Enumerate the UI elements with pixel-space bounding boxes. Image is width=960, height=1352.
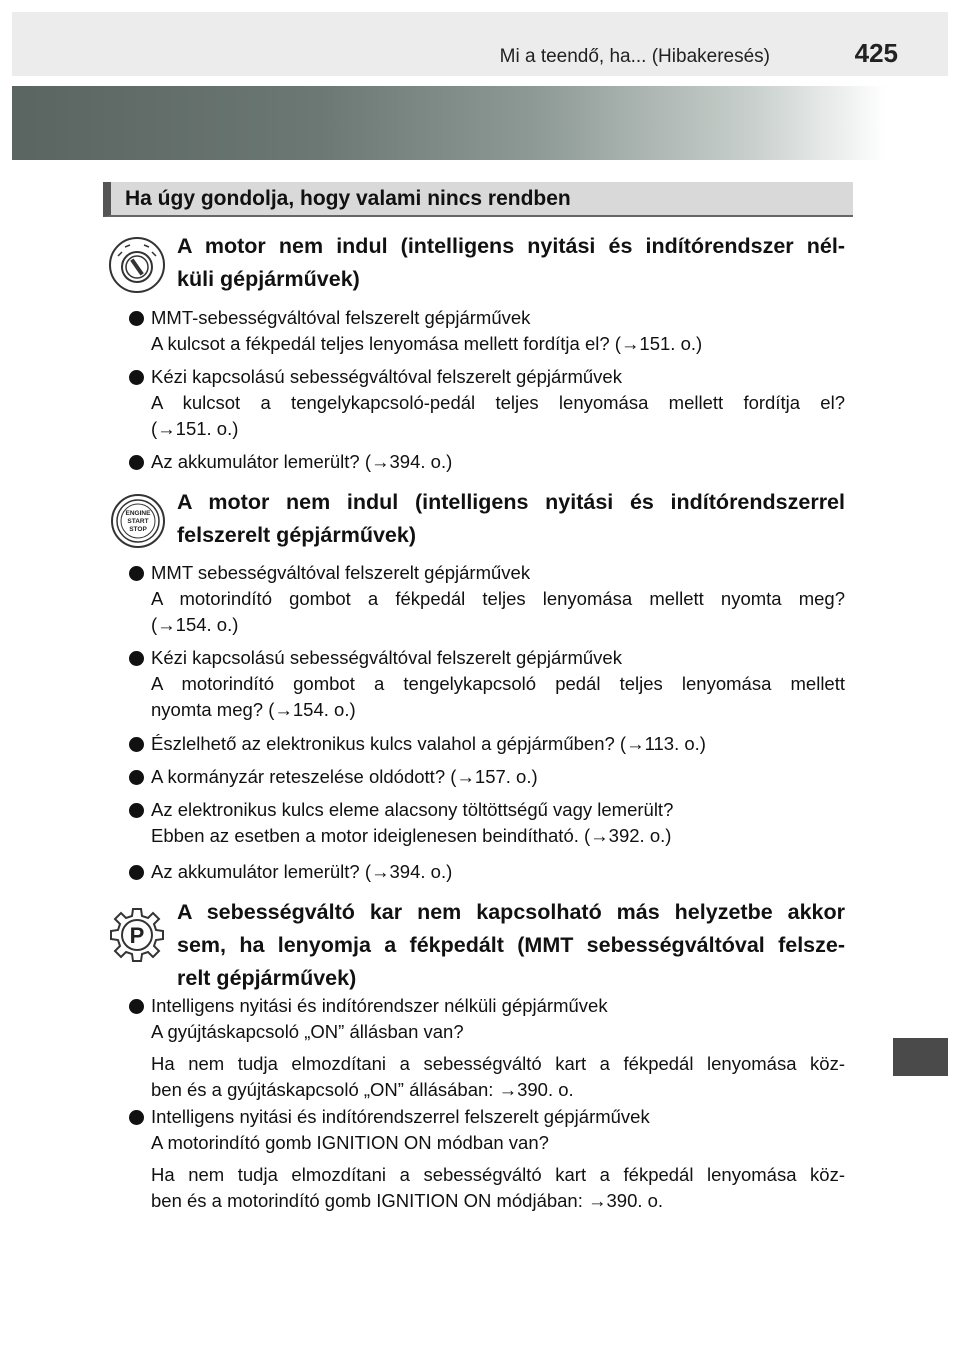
- item-text: MMT-sebességváltóval felszerelt gépjárművek: [151, 307, 531, 328]
- header-gradient-band: [12, 86, 886, 160]
- block-3-heading: [177, 896, 845, 995]
- item-text: A gyújtáskapcsoló „ON” állásban van?: [151, 1021, 464, 1042]
- item-text: A kulcsot a fékpedál teljes lenyomása mellett fordítja el? (→151. o.): [151, 333, 703, 354]
- block-1-heading-line-1: A motor nem indul (intelligens nyitási és indítórendszer nél-: [177, 234, 845, 258]
- item-text: Ha nem tudja elmozdítani a sebességváltó kart a fékpedál lenyomása köz-: [151, 1164, 845, 1185]
- icon-label-stop: STOP: [129, 526, 147, 533]
- block-2-heading-line-1: A motor nem indul (intelligens nyitási és indítórendszerrel: [177, 490, 845, 514]
- bullet-dot: [129, 311, 144, 326]
- item-text: ben és a motorindító gomb IGNITION ON módjában: →390. o.: [151, 1190, 664, 1211]
- bullet-dot: [129, 865, 144, 880]
- block-3-heading-line-1: A sebességváltó kar nem kapcsolható más helyzetbe akkor: [177, 900, 845, 924]
- item-text: Ebben az esetben a motor ideiglenesen beindítható. (→392. o.): [151, 825, 672, 846]
- block-1-heading: [177, 230, 845, 296]
- item-text: (→151. o.): [151, 418, 239, 439]
- block-3-heading-line-3: relt gépjárművek): [177, 966, 357, 990]
- page-number: 425: [854, 38, 898, 68]
- bullet-dot: [129, 999, 144, 1014]
- item-text: (→154. o.): [151, 614, 239, 635]
- item-text: Az elektronikus kulcs eleme alacsony töltöttségű vagy lemerült?: [151, 799, 674, 820]
- bullet-dot: [129, 370, 144, 385]
- chapter-tab: [893, 1038, 948, 1076]
- icon-label-start: START: [127, 518, 149, 525]
- item-text: A motorindító gombot a fékpedál teljes lenyomása mellett nyomta meg?: [151, 588, 845, 609]
- block-2-heading: [177, 486, 845, 552]
- block-3-heading-line-2: sem, ha lenyomja a fékpedált (MMT sebességváltóval felsze-: [177, 933, 845, 957]
- bullet-dot: [129, 455, 144, 470]
- item-text: MMT sebességváltóval felszerelt gépjárművek: [151, 562, 531, 583]
- item-text: A kormányzár reteszelése oldódott? (→157. o.): [151, 766, 538, 787]
- bullet-dot: [129, 1110, 144, 1125]
- item-text: ben és a gyújtáskapcsoló „ON” állásában: →390. o.: [151, 1079, 574, 1100]
- item-text: Az akkumulátor lemerült? (→394. o.): [151, 451, 453, 472]
- section-heading-text: Ha úgy gondolja, hogy valami nincs rendben: [125, 187, 571, 210]
- item-text: Az akkumulátor lemerült? (→394. o.): [151, 861, 453, 882]
- bullet-dot: [129, 770, 144, 785]
- header-strip: [12, 12, 948, 76]
- section-heading: [103, 182, 853, 217]
- block-1-heading-line-2: küli gépjárművek): [177, 267, 360, 291]
- engine-start-stop-button-icon: [110, 493, 166, 554]
- item-text: Észlelhető az elektronikus kulcs valahol a gépjárműben? (→113. o.): [151, 733, 706, 754]
- header-section-title: Mi a teendő, ha... (Hibakeresés): [499, 46, 770, 67]
- item-text: Intelligens nyitási és indítórendszer nélküli gépjárművek: [151, 995, 608, 1016]
- block-2-heading-line-2: felszerelt gépjárművek): [177, 523, 416, 547]
- item-text: A motorindító gombot a tengelykapcsoló pedál teljes lenyomása mellett: [151, 673, 845, 694]
- park-gear-icon-letter: P: [129, 923, 145, 948]
- bullet-dot: [129, 651, 144, 666]
- ignition-key-switch-icon: [108, 236, 166, 299]
- bullet-dot: [129, 566, 144, 581]
- item-text: Ha nem tudja elmozdítani a sebességváltó kart a fékpedál lenyomása köz-: [151, 1053, 845, 1074]
- bullet-dot: [129, 737, 144, 752]
- item-text: A motorindító gomb IGNITION ON módban van?: [151, 1132, 549, 1153]
- item-text: Kézi kapcsolású sebességváltóval felszerelt gépjárművek: [151, 647, 622, 668]
- item-text: Intelligens nyitási és indítórendszerrel felszerelt gépjárművek: [151, 1106, 650, 1127]
- item-text: Kézi kapcsolású sebességváltóval felszerelt gépjárművek: [151, 366, 622, 387]
- icon-label-engine: ENGINE: [125, 510, 151, 517]
- item-text: nyomta meg? (→154. o.): [151, 699, 356, 720]
- park-gear-icon: [108, 906, 166, 969]
- item-text: A kulcsot a tengelykapcsoló-pedál teljes lenyomása mellett fordítja el?: [151, 392, 845, 413]
- bullet-dot: [129, 803, 144, 818]
